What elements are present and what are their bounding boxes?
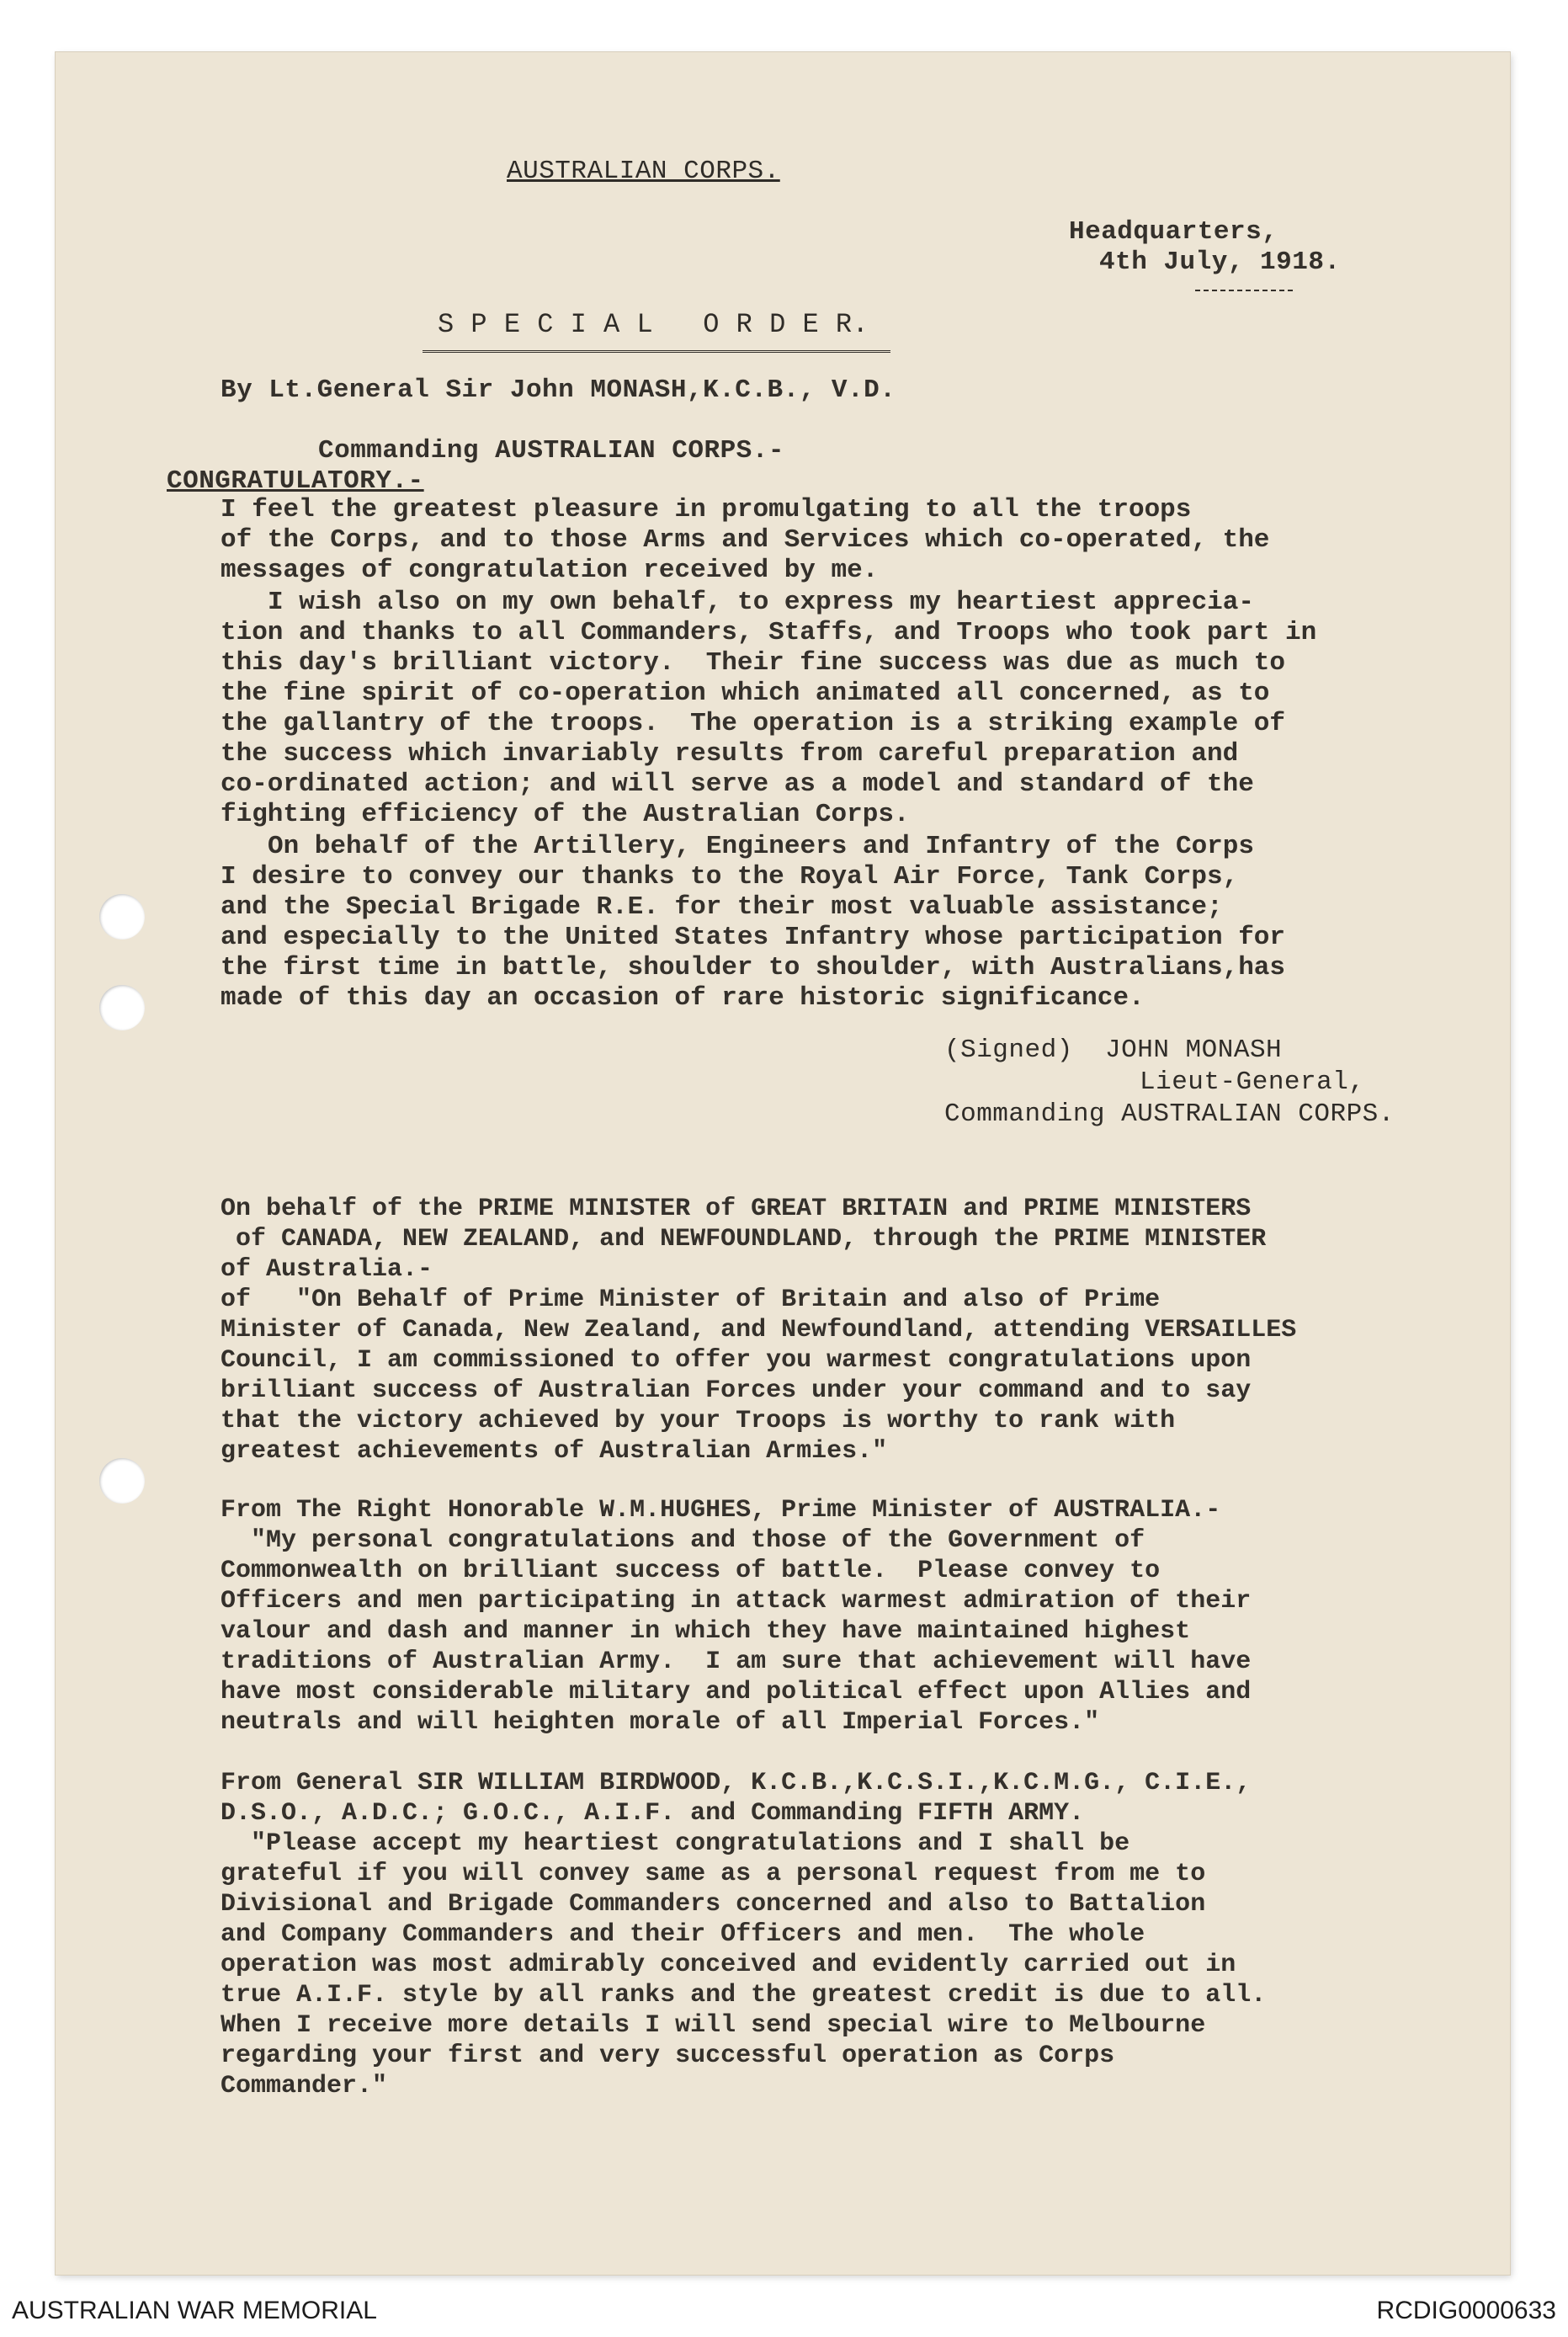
message3-body-line: When I receive more details I will send special wire to Melbourne xyxy=(221,2011,1206,2040)
message3-body-line: Divisional and Brigade Commanders concerned and also to Battalion xyxy=(221,1890,1206,1919)
para2-line: this day's brilliant victory. Their fine success was due as much to xyxy=(221,648,1286,678)
by-line: By Lt.General Sir John MONASH,K.C.B., V.D. xyxy=(221,375,896,405)
message2-body-line: traditions of Australian Army. I am sure that achievement will have xyxy=(221,1648,1252,1676)
corps-heading: AUSTRALIAN CORPS. xyxy=(507,157,780,186)
footer-institution: AUSTRALIAN WAR MEMORIAL xyxy=(12,2297,377,2324)
message1-body-line: that the victory achieved by your Troops is worthy to rank with xyxy=(221,1407,1176,1435)
message2-body-line: valour and dash and manner in which they have maintained highest xyxy=(221,1617,1191,1646)
hq-place: Headquarters, xyxy=(1069,217,1278,247)
para2-line: the gallantry of the troops. The operation is a striking example of xyxy=(221,709,1286,738)
para2-line: I wish also on my own behalf, to express my heartiest apprecia- xyxy=(268,588,1254,617)
para1-line: messages of congratulation received by me. xyxy=(221,556,879,585)
message3-body-line: "Please accept my heartiest congratulations and I shall be xyxy=(221,1829,1130,1858)
date-underline xyxy=(1195,290,1293,291)
message3-body-line: regarding your first and very successful operation as Corps xyxy=(221,2042,1115,2070)
message1-header-line: On behalf of the PRIME MINISTER of GREAT BRITAIN and PRIME MINISTERS xyxy=(221,1195,1252,1223)
punch-hole xyxy=(99,985,145,1030)
message2-body-line: have most considerable military and political effect upon Allies and xyxy=(221,1678,1252,1706)
title-rule xyxy=(423,350,890,353)
para3-line: On behalf of the Artillery, Engineers and Infantry of the Corps xyxy=(268,832,1254,861)
message3-body-line: and Company Commanders and their Officers and men. The whole xyxy=(221,1920,1145,1949)
message1-body-line: greatest achievements of Australian Armies." xyxy=(221,1437,888,1466)
para2-line: co-ordinated action; and will serve as a model and standard of the xyxy=(221,769,1254,799)
message1-body-line: brilliant success of Australian Forces under your command and to say xyxy=(221,1376,1252,1405)
para2-line: tion and thanks to all Commanders, Staffs, and Troops who took part in xyxy=(221,618,1317,647)
section-label: CONGRATULATORY.- xyxy=(167,466,424,496)
para2-line: fighting efficiency of the Australian Corps. xyxy=(221,800,910,829)
para3-line: and the Special Brigade R.E. for their most valuable assistance; xyxy=(221,892,1223,922)
footer-catalog-id: RCDIG0000633 xyxy=(1376,2297,1556,2324)
message2-body-line: "My personal congratulations and those of the Government of xyxy=(221,1526,1145,1555)
message3-body-line: grateful if you will convey same as a personal request from me to xyxy=(221,1860,1206,1888)
para1-line: I feel the greatest pleasure in promulgating to all the troops xyxy=(221,495,1192,524)
para3-line: the first time in battle, shoulder to shoulder, with Australians,has xyxy=(221,953,1286,982)
message1-body-line: Minister of Canada, New Zealand, and Newfoundland, attending VERSAILLES xyxy=(221,1316,1297,1344)
hq-date: 4th July, 1918. xyxy=(1099,248,1341,277)
message3-body-line: true A.I.F. style by all ranks and the greatest credit is due to all. xyxy=(221,1981,1267,2010)
para3-line: made of this day an occasion of rare historic significance. xyxy=(221,983,1145,1013)
message3-header-line: D.S.O., A.D.C.; G.O.C., A.I.F. and Commanding FIFTH ARMY. xyxy=(221,1799,1085,1828)
para3-line: I desire to convey our thanks to the Royal Air Force, Tank Corps, xyxy=(221,862,1239,892)
message1-header-line: of Australia.- xyxy=(221,1255,433,1284)
message1-body-line: of "On Behalf of Prime Minister of Britain and also of Prime xyxy=(221,1286,1161,1314)
punch-hole xyxy=(99,894,145,940)
message1-body-line: Council, I am commissioned to offer you warmest congratulations upon xyxy=(221,1346,1252,1375)
signature-name: (Signed) JOHN MONASH xyxy=(944,1035,1283,1065)
message2-body-line: Officers and men participating in attack warmest admiration of their xyxy=(221,1587,1252,1616)
para2-line: the success which invariably results from careful preparation and xyxy=(221,739,1239,769)
message2-header: From The Right Honorable W.M.HUGHES, Prime Minister of AUSTRALIA.- xyxy=(221,1496,1221,1525)
message3-body-line: Commander." xyxy=(221,2072,388,2100)
message2-body-line: neutrals and will heighten morale of all Imperial Forces." xyxy=(221,1708,1100,1737)
para2-line: the fine spirit of co-operation which animated all concerned, as to xyxy=(221,679,1270,708)
punch-hole xyxy=(99,1458,145,1504)
para3-line: and especially to the United States Infantry whose participation for xyxy=(221,923,1286,952)
signature-rank: Lieut-General, xyxy=(1140,1067,1365,1097)
message2-body-line: Commonwealth on brilliant success of battle. Please convey to xyxy=(221,1557,1161,1585)
order-title: S P E C I A L O R D E R. xyxy=(438,309,869,340)
message3-header-line: From General SIR WILLIAM BIRDWOOD, K.C.B.,K.C.S.I.,K.C.M.G., C.I.E., xyxy=(221,1769,1252,1797)
commanding-line: Commanding AUSTRALIAN CORPS.- xyxy=(318,436,784,466)
signature-role: Commanding AUSTRALIAN CORPS. xyxy=(944,1099,1395,1129)
para1-line: of the Corps, and to those Arms and Services which co-operated, the xyxy=(221,525,1270,555)
message3-body-line: operation was most admirably conceived and evidently carried out in xyxy=(221,1951,1236,1979)
message1-header-line: of CANADA, NEW ZEALAND, and NEWFOUNDLAND, through the PRIME MINISTER xyxy=(221,1225,1267,1254)
